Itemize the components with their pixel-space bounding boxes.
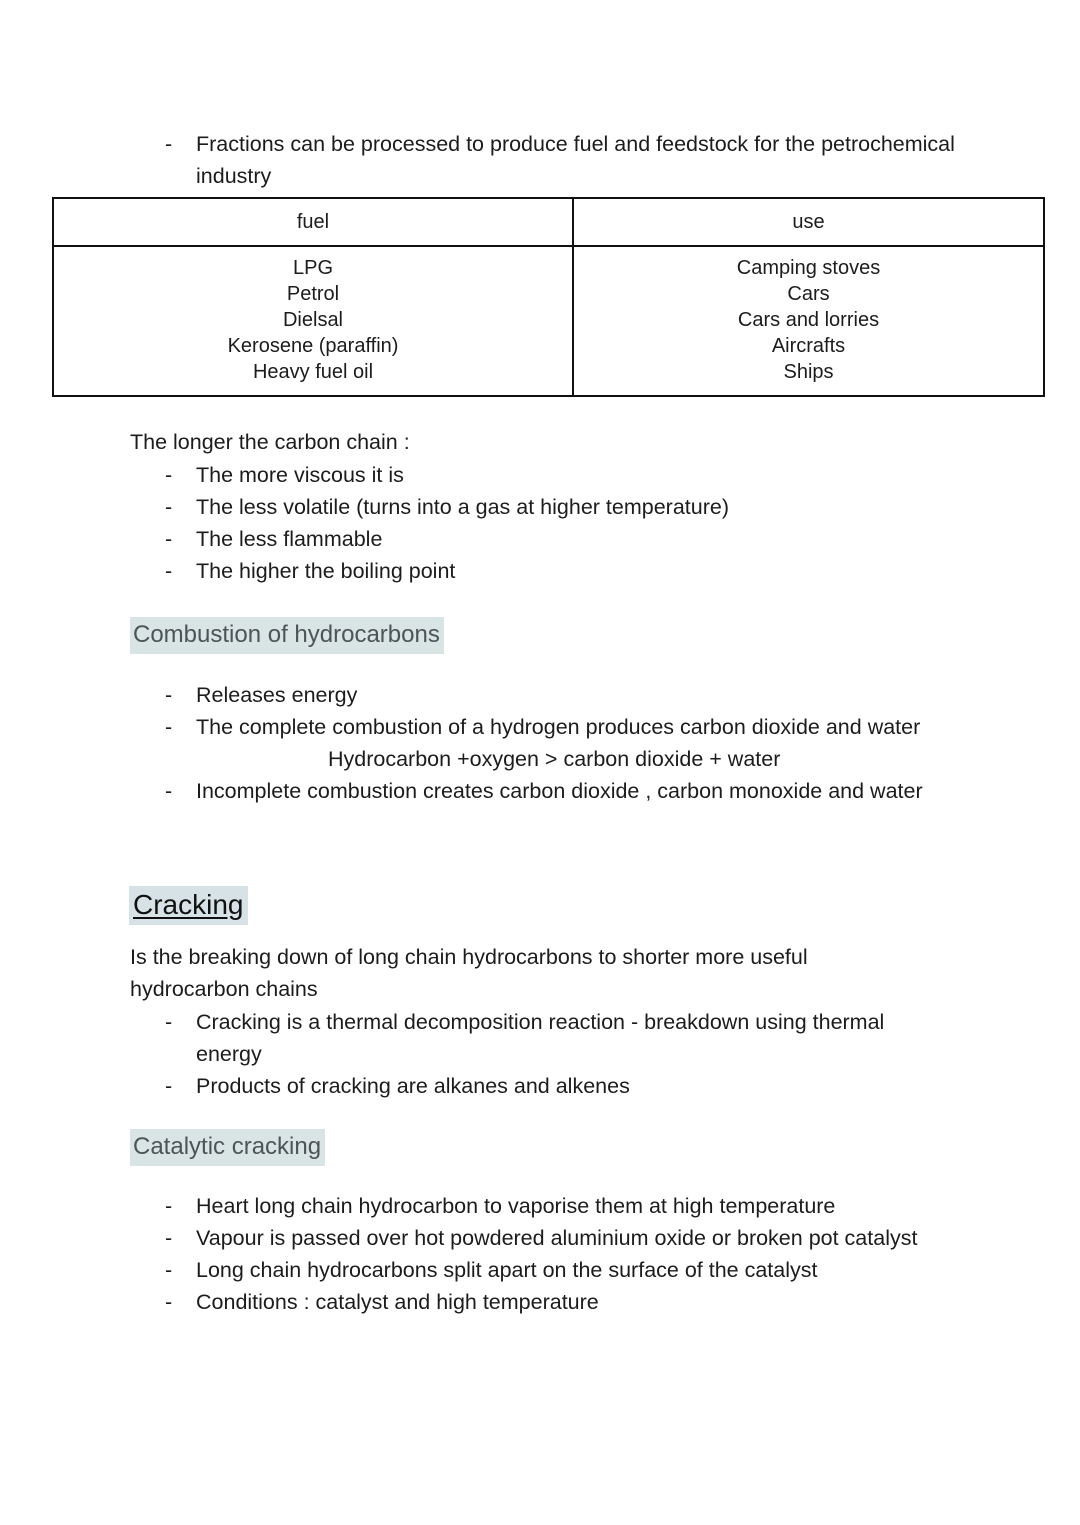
combustion-heading: Combustion of hydrocarbons <box>130 617 444 654</box>
cracking-heading-wrap <box>129 886 1080 925</box>
combustion-equation: Hydrocarbon +oxygen > carbon dioxide + water <box>328 747 781 771</box>
carbon-chain-bullet: The higher the boiling point <box>196 559 456 583</box>
use-item: Cars and lorries <box>737 309 880 331</box>
use-item: Aircrafts <box>771 335 846 357</box>
table-header-row <box>53 198 1044 246</box>
fuel-use-table <box>52 197 1045 397</box>
cracking-bullet: Cracking is a thermal decomposition reaction - breakdown using thermal energy <box>196 1010 885 1066</box>
catalytic-cracking-heading: Catalytic cracking <box>130 1129 325 1166</box>
cracking-bullet: Products of cracking are alkanes and alkenes <box>196 1074 630 1098</box>
use-item: Ships <box>783 361 834 383</box>
bullet-dash-icon: - <box>165 1010 173 1034</box>
list-item <box>165 1286 955 1318</box>
list-item <box>165 459 955 491</box>
list-item <box>165 128 955 192</box>
bullet-dash-icon: - <box>165 779 173 803</box>
table-cell-fuels <box>53 246 573 396</box>
combustion-bullet: Releases energy <box>196 683 358 707</box>
list-item <box>165 775 965 807</box>
combustion-bullet: Incomplete combustion creates carbon dioxide , carbon monoxide and water <box>196 779 923 803</box>
table-cell-uses <box>573 246 1044 396</box>
carbon-chain-block <box>0 426 1080 587</box>
fuel-item: Kerosene (paraffin) <box>227 335 399 357</box>
catalytic-cracking-heading-wrap <box>130 1129 1080 1166</box>
bullet-dash-icon: - <box>165 463 173 487</box>
list-item <box>165 1070 955 1102</box>
combustion-bullet: The complete combustion of a hydrogen produces carbon dioxide and water <box>196 715 921 739</box>
fuel-item: LPG <box>292 257 334 279</box>
catalytic-bullet: Heart long chain hydrocarbon to vaporise them at high temperature <box>196 1194 836 1218</box>
carbon-chain-bullet: The less volatile (turns into a gas at higher temperature) <box>196 495 729 519</box>
table-header-fuel: fuel <box>53 198 573 246</box>
catalytic-bullet: Long chain hydrocarbons split apart on the surface of the catalyst <box>196 1258 818 1282</box>
cracking-block <box>0 886 1080 1102</box>
use-item: Cars <box>787 283 830 305</box>
catalytic-bullet: Conditions : catalyst and high temperature <box>196 1290 599 1314</box>
list-item <box>165 1254 955 1286</box>
intro-bullet-text: Fractions can be processed to produce fuel and feedstock for the petrochemical industry <box>196 132 955 188</box>
intro-bullet-block <box>0 128 1080 192</box>
combustion-block <box>0 617 1080 807</box>
list-item <box>165 523 955 555</box>
bullet-dash-icon: - <box>165 715 173 739</box>
combustion-heading-wrap <box>130 617 1080 654</box>
carbon-chain-bullet: The more viscous it is <box>196 463 404 487</box>
list-item <box>165 1006 925 1070</box>
bullet-dash-icon: - <box>165 495 173 519</box>
bullet-dash-icon: - <box>165 1290 173 1314</box>
cracking-definition: Is the breaking down of long chain hydrocarbons to shorter more useful hydrocarbon chains <box>130 945 808 1001</box>
list-item <box>165 555 955 587</box>
fuel-item: Petrol <box>286 283 340 305</box>
carbon-chain-lead-in: The longer the carbon chain : <box>130 430 410 454</box>
list-item <box>165 1190 955 1222</box>
fuel-item: Heavy fuel oil <box>252 361 374 383</box>
bullet-dash-icon: - <box>165 559 173 583</box>
catalytic-cracking-block <box>0 1129 1080 1318</box>
cracking-heading: Cracking <box>129 886 248 925</box>
carbon-chain-bullet: The less flammable <box>196 527 383 551</box>
table-header-use: use <box>573 198 1044 246</box>
table-row <box>53 246 1044 396</box>
bullet-dash-icon: - <box>165 1226 173 1250</box>
bullet-dash-icon: - <box>165 1194 173 1218</box>
list-item <box>165 711 955 743</box>
list-item <box>165 491 955 523</box>
bullet-dash-icon: - <box>165 683 173 707</box>
list-item <box>165 679 955 711</box>
bullet-dash-icon: - <box>165 1258 173 1282</box>
catalytic-bullet: Vapour is passed over hot powdered aluminium oxide or broken pot catalyst <box>196 1226 918 1250</box>
list-item <box>165 1222 925 1254</box>
fuel-item: Dielsal <box>282 309 344 331</box>
bullet-dash-icon: - <box>165 1074 173 1098</box>
bullet-dash-icon: - <box>165 527 173 551</box>
bullet-dash-icon: - <box>165 132 173 156</box>
use-item: Camping stoves <box>736 257 881 279</box>
